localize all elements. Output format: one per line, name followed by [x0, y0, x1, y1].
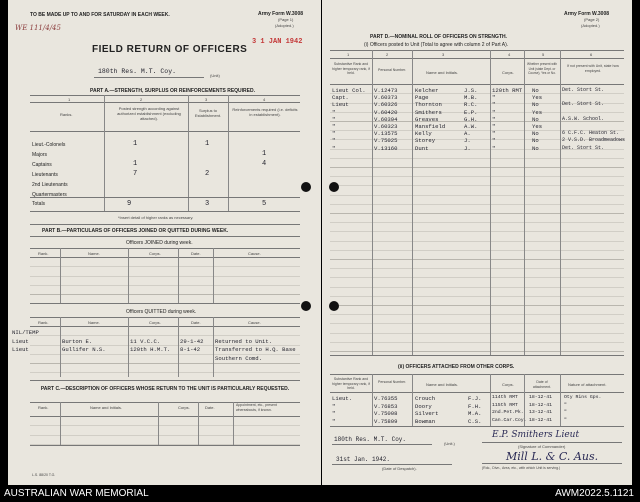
- quitted-cause: Transferred to H.Q. Base: [215, 346, 296, 354]
- officer-employment: Det. Stort St.: [562, 101, 605, 108]
- col-number: 4: [508, 52, 511, 57]
- officer-number: V.12473: [374, 87, 398, 94]
- page-number-2: (Page 2): [584, 17, 600, 22]
- surplus-value: 1: [205, 140, 210, 148]
- officer-corps: ": [492, 94, 496, 102]
- col-number: 2: [386, 52, 389, 57]
- officer-rank: Lieut Col.: [332, 87, 366, 94]
- quitted-cause: Southern Comd.: [215, 354, 262, 362]
- officer-present: Yes: [532, 108, 543, 116]
- c-header-corps: Corps.: [178, 405, 190, 410]
- officer-initials: J.: [464, 137, 471, 145]
- officer-employment: 2 V.S.D. Broadmeadows: [562, 137, 626, 144]
- officer-number: V.60420: [374, 108, 398, 116]
- quitted-cause: Returned to Unit.: [215, 337, 273, 345]
- col-number: 3: [442, 52, 445, 57]
- col-number: 6: [590, 52, 593, 57]
- officer-name: Dunt: [415, 144, 429, 152]
- form-page-left: [8, 0, 321, 485]
- insert-note: *Insert detail of higher ranks as necessary.: [118, 215, 194, 220]
- commander-signature-label: (Signature of Commander): [518, 444, 566, 449]
- attached-number: V.75809: [374, 417, 398, 425]
- adopted-label: (Adopted.): [275, 23, 294, 28]
- attached-initials: F.H.: [468, 402, 482, 410]
- attached-name: Crouch: [415, 395, 436, 402]
- part-c-title: PART C.—DESCRIPTION OF OFFICERS WHOSE RETURN TO THE UNIT IS PARTICULARLY REQUESTED.: [40, 386, 290, 392]
- officer-rank: ": [332, 123, 336, 130]
- officer-present: No: [532, 144, 539, 152]
- officer-name: Kelly: [415, 130, 432, 138]
- officer-name: Storey: [415, 137, 436, 145]
- attached-name: Bowman: [415, 417, 436, 425]
- form-page-right: [322, 0, 632, 485]
- top-note: TO BE MADE UP TO AND FOR SATURDAY IN EACH WEEK.: [30, 12, 170, 18]
- attached-rank: ": [332, 410, 336, 418]
- rank-label: Captains: [32, 162, 52, 168]
- attached-initials: M.A.: [468, 410, 482, 418]
- handwritten-reference: WE 111/4/45: [15, 24, 61, 32]
- b-header-rank: Rank.: [38, 251, 49, 256]
- officer-name: Thornton: [415, 101, 442, 109]
- part-d2-title: (ii) OFFICERS ATTACHED FROM OTHER CORPS.: [398, 364, 515, 370]
- officer-name: Smithers: [415, 108, 442, 116]
- col-number: 4: [263, 97, 266, 102]
- d2-header-corps: Corps.: [502, 382, 514, 387]
- officer-name: Greaves: [415, 115, 439, 123]
- d2-header-rank: Substantive Rank and higher temporary rank, if held.: [332, 377, 370, 390]
- d2-header-name: Name and Initials.: [426, 382, 459, 387]
- col-number: 5: [542, 52, 545, 57]
- attached-number: V.76355: [374, 395, 398, 402]
- q-header-rank: Rank.: [38, 320, 49, 325]
- attached-nature: ": [564, 402, 567, 408]
- b-header-date: Date.: [191, 251, 201, 256]
- officer-number: V.60323: [374, 123, 398, 130]
- posted-value: 7: [133, 170, 138, 178]
- printer-code: L.S. 88/20 T.G.: [32, 473, 56, 477]
- reinforcements-value: 1: [262, 150, 267, 158]
- rank-label: Quartermasters: [32, 192, 67, 198]
- officer-initials: M.B.: [464, 94, 478, 102]
- posted-value: 1: [133, 160, 138, 168]
- officer-name: Kelcher: [415, 87, 439, 94]
- c-header-name: Name and Initials.: [90, 405, 123, 410]
- q-header-name: Name.: [88, 320, 100, 325]
- officer-rank: Lieut: [332, 101, 349, 109]
- quitted-date: 29-1-42: [180, 337, 204, 345]
- officer-rank: ": [332, 108, 336, 116]
- officer-rank: ": [332, 144, 336, 152]
- quitted-rank: NIL/TEMP: [12, 329, 39, 336]
- footer-institution: AUSTRALIAN WAR MEMORIAL: [4, 488, 149, 499]
- posted-value: 1: [133, 140, 138, 148]
- c-header-appointment: Appointment, etc., present whereabouts, if known.: [236, 403, 277, 412]
- army-form-label-2: Army Form W.3008: [564, 11, 610, 17]
- attached-name: Silvert: [415, 410, 439, 418]
- officer-present: Yes: [532, 123, 543, 130]
- attached-nature: ": [564, 417, 567, 423]
- quitted-corps: 11 V.C.C.: [130, 337, 161, 345]
- reinforcements-value: 4: [262, 160, 267, 168]
- rank-label: Lieut.-Colonels: [32, 142, 66, 148]
- q-header-date: Date.: [191, 320, 201, 325]
- officer-number: V.60394: [374, 115, 398, 123]
- attached-nature: ": [564, 410, 567, 416]
- rank-label: Majors: [32, 152, 48, 158]
- officer-corps: ": [492, 115, 496, 123]
- officer-corps: ": [492, 123, 496, 130]
- officer-number: V.75025: [374, 137, 398, 145]
- attached-initials: F.J.: [468, 395, 482, 402]
- attached-initials: C.S.: [468, 417, 482, 425]
- officer-present: No: [532, 87, 539, 94]
- officer-rank: ": [332, 115, 336, 123]
- attached-corps: 114th RMT: [492, 395, 518, 400]
- attached-corps: 2nd.Pet.Pk.: [492, 410, 524, 416]
- attached-corps: Can.Car.Coy.: [492, 417, 527, 423]
- col-number: 1: [68, 97, 71, 102]
- binder-hole: [301, 182, 311, 192]
- d-header-corps: Corps.: [502, 70, 514, 75]
- despatch-date-label: (Date of Despatch).: [382, 466, 417, 471]
- formation-signature-label: (Rdc., Divn., Area, etc., with which Unit is serving.): [482, 466, 561, 470]
- officer-present: Yes: [532, 94, 543, 102]
- header-posted: Posted strength according against authorized establishment (excluding attached).: [117, 106, 181, 121]
- rank-label: Lieutenants: [32, 172, 58, 178]
- officer-number: V.60373: [374, 94, 398, 102]
- attached-rank: ": [332, 417, 336, 425]
- commander-signature: E.P. Smithers Lieut: [492, 430, 580, 440]
- c-header-date: Date.: [205, 405, 215, 410]
- officer-initials: J.S.: [464, 87, 478, 94]
- binder-hole: [329, 182, 339, 192]
- page-number: (Page 1): [278, 17, 294, 22]
- officer-corps: ": [492, 101, 496, 109]
- officer-rank: ": [332, 137, 336, 145]
- unit-label: (Unit): [210, 73, 220, 78]
- q-header-cause: Cause.: [248, 320, 261, 325]
- header-surplus: Surplus to Establishment.: [194, 108, 222, 118]
- d-header-name: Name and Initials.: [426, 70, 459, 75]
- attached-date: 13-12-41: [529, 410, 553, 416]
- attached-rank: Lieut.: [332, 395, 353, 402]
- attached-date: 18-12-41: [529, 395, 553, 400]
- footer-accession-number: AWM2022.5.1121: [555, 488, 634, 499]
- surplus-value: 2: [205, 170, 210, 178]
- unit-name-2: 180th Res. M.T. Coy.: [334, 436, 407, 443]
- officer-name: Page: [415, 94, 429, 102]
- totals-reinforcements: 5: [262, 200, 267, 208]
- officer-corps: ": [492, 137, 496, 145]
- officer-number: V.60326: [374, 101, 398, 109]
- binder-hole: [329, 301, 339, 311]
- col-number: 1: [347, 52, 350, 57]
- quitted-title: Officers QUITTED during week.: [126, 309, 197, 315]
- officer-corps: ": [492, 108, 496, 116]
- c-header-rank: Rank.: [38, 405, 49, 410]
- q-header-corps: Corps.: [149, 320, 161, 325]
- form-title: FIELD RETURN OF OFFICERS: [92, 44, 248, 55]
- officer-corps: 120th RMT: [492, 87, 523, 94]
- part-d-title: PART D.—NOMINAL ROLL OF OFFICERS ON STRENGTH.: [370, 34, 507, 40]
- totals-surplus: 3: [205, 200, 210, 208]
- formation-signature: Mill L. & C. Aus.: [506, 450, 599, 463]
- officer-employment: 6 C.F.C. Heaton St.: [562, 130, 620, 137]
- quitted-rank: Lieut: [12, 346, 29, 354]
- officer-corps: ": [492, 130, 496, 138]
- attached-date: 18-12-41: [529, 417, 553, 423]
- part-a-title: PART A.—STRENGTH, SURPLUS OR REINFORCEMENTS REQUIRED.: [90, 88, 256, 94]
- joined-title: Officers JOINED during week.: [126, 240, 193, 246]
- part-d-subtitle: (i) Officers posted to Unit (Total to agree with column 2 of Part A).: [364, 42, 509, 48]
- quitted-date: 8-1-42: [180, 346, 201, 354]
- officer-rank: ": [332, 130, 336, 138]
- attached-number: V.76853: [374, 402, 398, 410]
- officer-present: No: [532, 115, 539, 123]
- officer-employment: Det. Stort St.: [562, 144, 605, 151]
- officer-present: No: [532, 130, 539, 138]
- part-b-title: PART B.—PARTICULARS OF OFFICERS JOINED OR QUITTED DURING WEEK.: [42, 228, 229, 234]
- officer-initials: A.: [464, 130, 471, 138]
- d-header-number: Personal Number.: [378, 68, 407, 72]
- attached-rank: ": [332, 402, 336, 410]
- despatch-date: 31st Jan. 1942.: [336, 456, 391, 463]
- rank-label: 2nd Lieutenants: [32, 182, 68, 188]
- d2-header-date: Date of attachment.: [532, 380, 552, 389]
- officer-present: No: [532, 137, 539, 145]
- officer-employment: Det. Stort St.: [562, 87, 605, 93]
- quitted-name: Gullifer N.S.: [62, 346, 106, 354]
- attached-date: 18-12-41: [529, 402, 553, 408]
- unit-label-2: (Unit.): [444, 441, 455, 446]
- unit-name: 180th Res. M.T. Coy.: [98, 68, 177, 75]
- d-header-employed: If not present with Unit, state how employed.: [567, 64, 619, 73]
- binder-hole: [301, 301, 311, 311]
- officer-initials: A.W.: [464, 123, 478, 130]
- b-header-name: Name.: [88, 251, 100, 256]
- officer-present: No: [532, 101, 539, 109]
- col-number: 3: [205, 97, 208, 102]
- b-header-corps: Corps.: [149, 251, 161, 256]
- attached-corps: 115th RMT: [492, 402, 518, 408]
- d2-header-number: Personal Number.: [378, 380, 407, 384]
- attached-name: Doory: [415, 402, 432, 410]
- header-ranks: Ranks.: [60, 112, 73, 117]
- officer-number: V.13160: [374, 144, 398, 152]
- b-header-cause: Cause.: [248, 251, 261, 256]
- attached-nature: Oty Rins Gps.: [564, 395, 602, 400]
- d2-header-nature: Nature of attachment.: [568, 382, 607, 387]
- archive-footer: [0, 485, 640, 502]
- totals-label: Totals: [32, 201, 46, 207]
- header-reinforcements: Reinforcements required (i.e. deficits in establishment).: [232, 107, 298, 117]
- army-form-label: Army Form W.3008: [258, 11, 304, 17]
- col-number: 2: [140, 97, 143, 102]
- officer-initials: J.: [464, 144, 471, 152]
- date-stamp: 3 1 JAN 1942: [252, 38, 303, 46]
- officer-rank: Capt.: [332, 94, 349, 102]
- d-header-rank: Substantive Rank and higher temporary rank, if held.: [332, 62, 370, 75]
- officer-initials: G.H.: [464, 115, 478, 123]
- adopted-label-2: (Adopted.): [581, 23, 600, 28]
- officer-employment: A.S.W. School.: [562, 115, 605, 122]
- quitted-corps: 120th H.M.T.: [130, 346, 171, 354]
- quitted-rank: Lieut: [12, 337, 29, 345]
- totals-posted: 9: [127, 200, 132, 208]
- attached-number: V.75008: [374, 410, 398, 418]
- officer-number: V.13575: [374, 130, 398, 138]
- quitted-name: Burton E.: [62, 337, 93, 345]
- officer-initials: E.P.: [464, 108, 478, 116]
- officer-name: Mansfield: [415, 123, 446, 130]
- d-header-present: Whether present with Unit (state Dept. or Course), Yes or No.: [526, 62, 558, 75]
- officer-corps: ": [492, 144, 496, 152]
- officer-initials: R.C.: [464, 101, 478, 109]
